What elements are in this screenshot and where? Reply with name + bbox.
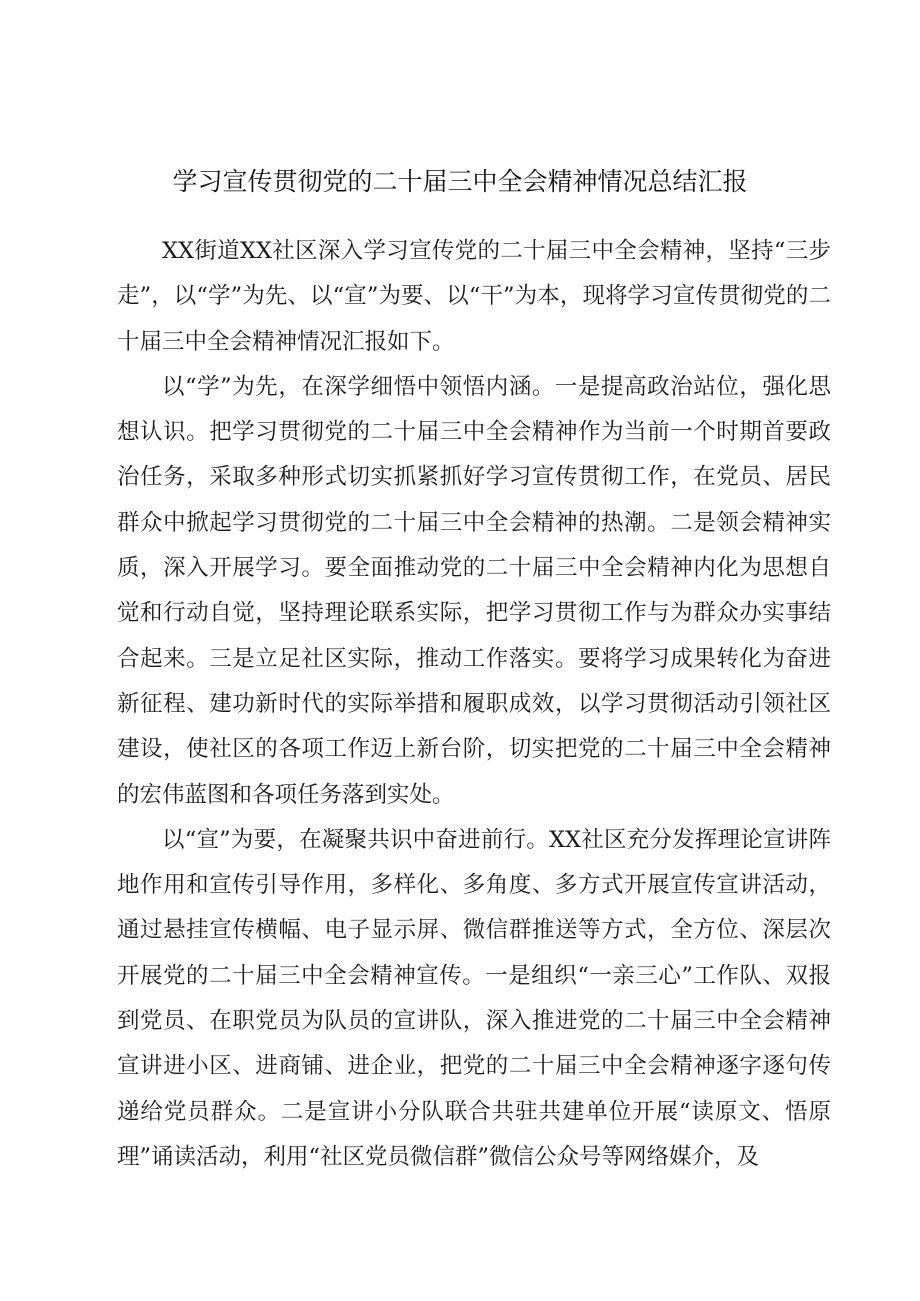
document-title: 学习宣传贯彻党的二十届三中全会精神情况总结汇报 <box>172 167 748 196</box>
paragraph-study: 以“学”为先，在深学细悟中领悟内涵。一是提高政治站位，强化思想认识。把学习贯彻党的二十届三中全会精神作为当前一个时期首要政治任务，采取多种形式切实抓紧抓好学习宣传贯彻工作，在党员、居民群众中掀起学习贯彻党的二十届三中全会精神的热潮。二是领会精神实质，深入开展学习。要全面推动党的二十届三中全会精神内化为思想自觉和行动自觉，坚持理论联系实际，把学习贯彻工作与为群众办实事结合起来。三是立足社区实际，推动工作落实。要将学习成果转化为奋进新征程、建功新时代的实际举措和履职成效，以学习贯彻活动引领社区建设，使社区的各项工作迈上新台阶，切实把党的二十届三中全会精神的宏伟蓝图和各项任务落到实处。 <box>117 373 831 808</box>
paragraph-publicity: 以“宣”为要，在凝聚共识中奋进前行。XX社区充分发挥理论宣讲阵地作用和宣传引导作用，多样化、多角度、多方式开展宣传宣讲活动，通过悬挂宣传横幅、电子显示屏、微信群推送等方式，全方位、深层次开展党的二十届三中全会精神宣传。一是组织“一亲三心”工作队、双报到党员、在职党员为队员的宣讲队，深入推进党的二十届三中全会精神宣讲进小区、进商铺、进企业，把党的二十届三中全会精神逐字逐句传递给党员群众。二是宣讲小分队联合共驻共建单位开展“读原文、悟原理”诵读活动，利用“社区党员微信群”微信公众号等网络媒介，及 <box>117 826 831 1170</box>
document-body <box>117 229 831 1180</box>
paragraph-intro: XX街道XX社区深入学习宣传党的二十届三中全会精神，坚持“三步走”，以“学”为先、以“宣”为要、以“干”为本，现将学习宣传贯彻党的二十届三中全会精神情况汇报如下。 <box>117 238 831 355</box>
